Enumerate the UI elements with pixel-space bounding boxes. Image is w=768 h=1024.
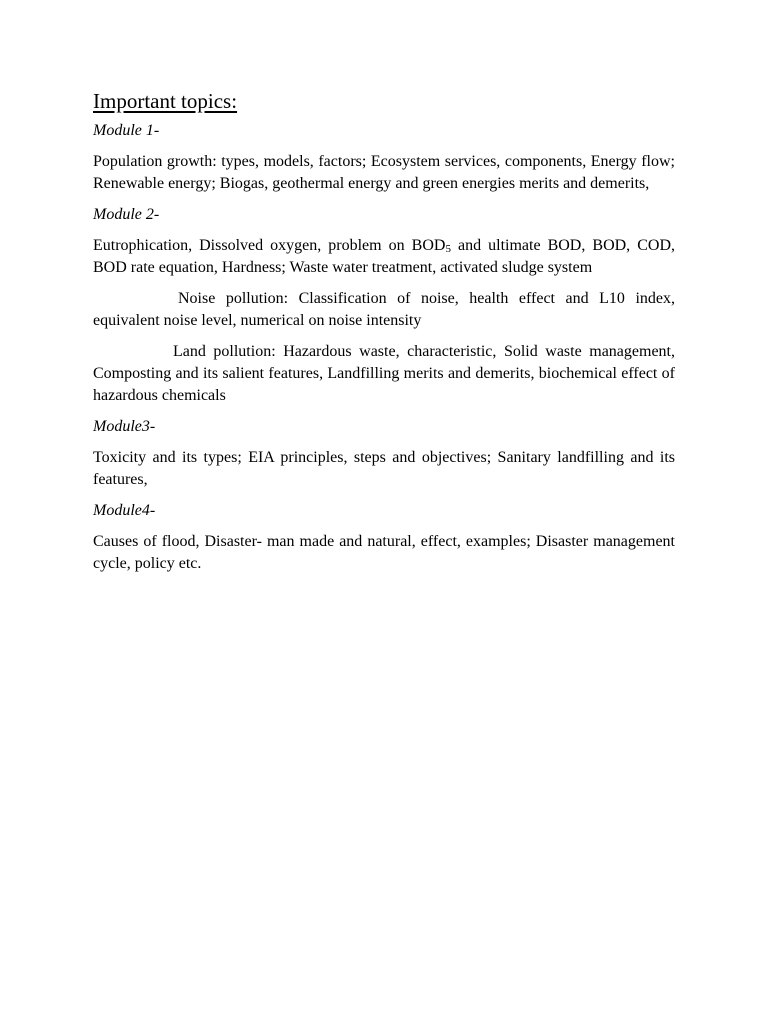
module-2-label: Module 2 — [93, 206, 154, 223]
module-3-topics: Toxicity and its types; EIA principles, steps and objectives; Sanitary landfilling and its features, — [93, 449, 675, 488]
bod-subscript: 5 — [445, 243, 451, 255]
module-1-label: Module 1 — [93, 122, 154, 139]
page-title: Important topics: — [93, 89, 238, 113]
module-1-topics: Population growth: types, models, factors; Ecosystem services, components, Energy flow; Renewable energy; Biogas, geothermal energy and green energies merits and demerits, — [93, 153, 675, 192]
module-4-dash: - — [149, 502, 156, 519]
module-2-water-topics — [93, 235, 675, 279]
module-3-label: Module3 — [93, 418, 150, 435]
document-body — [93, 86, 675, 584]
module-1-dash: - — [153, 122, 160, 139]
module-2-water-text-end: and ultimate BOD, BOD, COD, BOD rate equation, Hardness; Waste water treatment, activated sludge system — [93, 237, 675, 276]
module-2-water-text-start: Eutrophication, Dissolved oxygen, problem on BOD — [93, 237, 446, 254]
module-2-dash: - — [153, 206, 160, 223]
module-4-heading — [93, 500, 675, 522]
module-2-land-topics: Land pollution: Hazardous waste, characteristic, Solid waste management, Composting and its salient features, Landfilling merits and demerits, biochemical effect of hazardous chemicals — [93, 343, 675, 404]
module-2-noise-topics: Noise pollution: Classification of noise, health effect and L10 index, equivalent noise level, numerical on noise intensity — [93, 290, 675, 329]
module-4-topics: Causes of flood, Disaster- man made and natural, effect, examples; Disaster management cycle, policy etc. — [93, 533, 675, 572]
module-2-heading — [93, 204, 675, 226]
module-3-heading — [93, 416, 675, 438]
module-3-dash: - — [149, 418, 156, 435]
module-1-heading — [93, 120, 675, 142]
module-4-label: Module4 — [93, 502, 150, 519]
